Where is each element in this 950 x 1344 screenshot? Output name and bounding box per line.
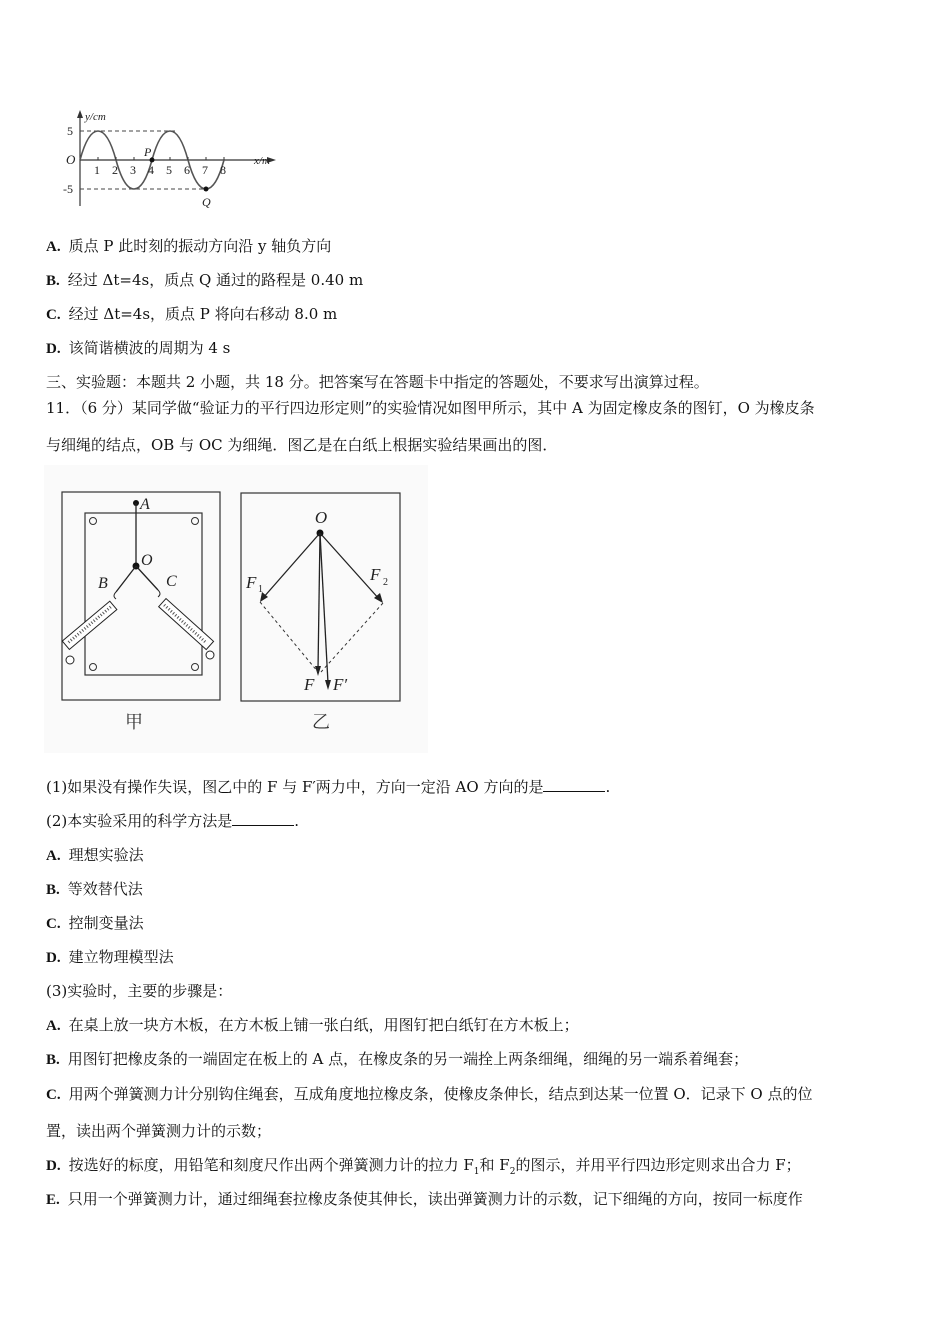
- svg-text:1: 1: [258, 584, 263, 595]
- svg-text:x/m: x/m: [254, 155, 270, 167]
- q10-option-d: D. 该简谐横波的周期为 4 s: [46, 339, 231, 357]
- answer-blank-2[interactable]: [232, 811, 294, 826]
- sub-question-3: (3)实验时，主要的步骤是：: [46, 982, 233, 1000]
- svg-text:甲: 甲: [125, 712, 143, 732]
- svg-text:4: 4: [148, 163, 154, 177]
- svg-text:Q: Q: [202, 195, 211, 209]
- figure-jia: [58, 488, 226, 738]
- svg-text:F: F: [370, 565, 381, 584]
- svg-text:乙: 乙: [312, 712, 330, 732]
- q10-option-a: A. 质点 P 此时刻的振动方向沿 y 轴负方向: [46, 237, 332, 255]
- q11-stem-line2: 与细绳的结点，OB 与 OC 为细绳．图乙是在白纸上根据实验结果画出的图．: [46, 436, 558, 454]
- svg-text:C: C: [166, 573, 177, 590]
- wave-graph: [58, 108, 288, 216]
- svg-text:5: 5: [67, 124, 73, 138]
- step-b: B. 用图钉把橡皮条的一端固定在板上的 A 点，在橡皮条的另一端拴上两条细绳，细绳的另一端系着绳套；: [46, 1050, 749, 1068]
- svg-text:O: O: [66, 152, 76, 167]
- q2-option-b: B. 等效替代法: [46, 880, 143, 898]
- svg-text:F: F: [246, 573, 257, 592]
- q10-option-c: C. 经过 Δt=4s，质点 P 将向右移动 8.0 m: [46, 305, 338, 323]
- step-a: A. 在桌上放一块方木板，在方木板上铺一张白纸，用图钉把白纸钉在方木板上；: [46, 1016, 579, 1034]
- q2-option-d: D. 建立物理模型法: [46, 948, 174, 966]
- step-d: D. 按选好的标度，用铅笔和刻度尺作出两个弹簧测力计的拉力 $F_1$和 $F_2$的图示，并用平行四边形定则求出合力 F；: [46, 1156, 801, 1177]
- svg-text:8: 8: [220, 163, 226, 177]
- svg-text:O: O: [314, 508, 328, 527]
- step-c-continued: 置，读出两个弹簧测力计的示数；: [46, 1122, 272, 1140]
- svg-text:F′: F′: [333, 675, 348, 694]
- svg-text:B: B: [98, 575, 108, 592]
- svg-text:2: 2: [383, 577, 388, 588]
- step-e: E. 只用一个弹簧测力计，通过细绳套拉橡皮条使其伸长，读出弹簧测力计的示数，记下细绳的方向，按同一标度作: [46, 1190, 803, 1208]
- svg-text:-5: -5: [63, 182, 73, 196]
- q11-stem-line1: 11．（6 分）某同学做“验证力的平行四边形定则”的实验情况如图甲所示，其中 A 为固定橡皮条的图钉，O 为橡皮条: [46, 399, 815, 417]
- section-header: 三、实验题：本题共 2 小题，共 18 分。把答案写在答题卡中指定的答题处，不要求写出演算过程。: [46, 373, 709, 391]
- sub-question-1: (1)如果没有操作失误，图乙中的 F 与 F′两力中，方向一定沿 AO 方向的是 .: [46, 778, 611, 796]
- step-c: C. 用两个弹簧测力计分别钩住绳套，互成角度地拉橡皮条，使橡皮条伸长，结点到达某一位置 O．记录下 O 点的位: [46, 1085, 813, 1103]
- svg-text:3: 3: [130, 163, 136, 177]
- sub-question-2: (2)本实验采用的科学方法是 .: [46, 812, 300, 830]
- svg-text:F: F: [304, 675, 315, 694]
- svg-text:y/cm: y/cm: [85, 111, 106, 123]
- svg-text:P: P: [144, 145, 152, 159]
- x-tick-labels: [94, 163, 226, 177]
- svg-text:7: 7: [202, 163, 208, 177]
- svg-text:A: A: [140, 496, 150, 513]
- figure-yi: [238, 488, 406, 738]
- svg-text:5: 5: [166, 163, 172, 177]
- svg-text:6: 6: [184, 163, 190, 177]
- svg-text:2: 2: [112, 163, 118, 177]
- q10-option-b: B. 经过 Δt=4s，质点 Q 通过的路程是 0.40 m: [46, 271, 364, 289]
- q2-option-c: C. 控制变量法: [46, 914, 144, 932]
- q2-option-a: A. 理想实验法: [46, 846, 144, 864]
- answer-blank-1[interactable]: [543, 777, 605, 792]
- svg-text:1: 1: [94, 163, 100, 177]
- svg-text:O: O: [141, 552, 153, 569]
